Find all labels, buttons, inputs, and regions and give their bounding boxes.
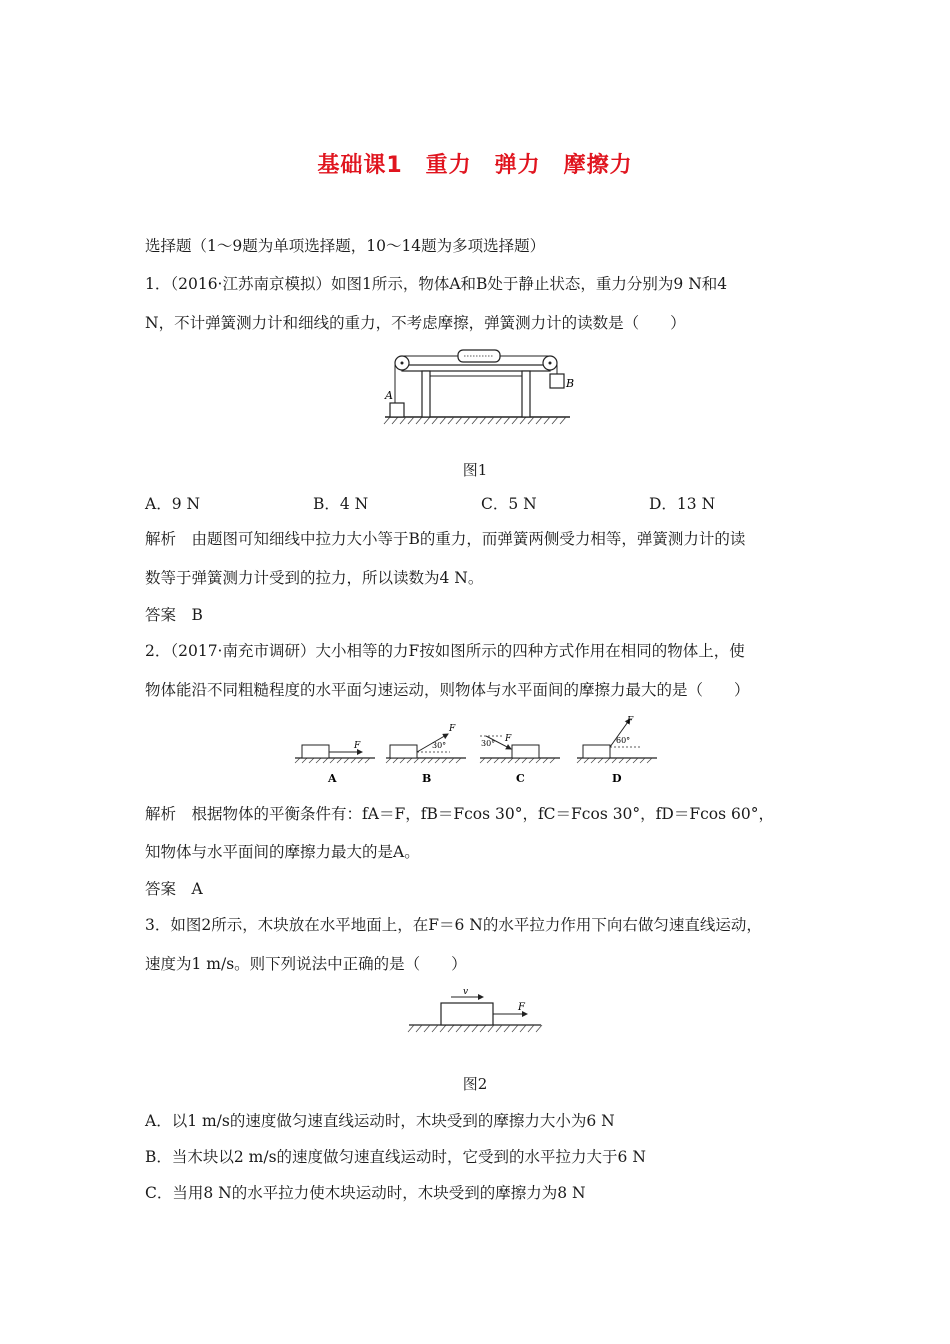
angle-label-c: 30°	[481, 739, 496, 748]
diagram-label-c: C	[516, 772, 525, 785]
figure-1-diagram	[380, 345, 580, 430]
q3-option-c: C．当用8 N的水平拉力使木块运动时，木块受到的摩擦力为8 N	[145, 1184, 586, 1202]
q2-analysis-formula: fA＝F，fB＝Fcos 30°，fC＝Fcos 30°，fD＝Fcos 60°，	[362, 805, 774, 823]
figure-1-caption: 图1	[462, 461, 488, 479]
force-label-b: F	[449, 724, 456, 734]
q3-stem-line2: 速度为1 m/s。则下列说法中正确的是（ ）	[145, 955, 467, 973]
q2-analysis-line1	[145, 804, 774, 824]
angle-label-d: 60°	[616, 736, 631, 745]
q1-analysis-line2: 数等于弹簧测力计受到的拉力，所以读数为4 N。	[145, 569, 484, 587]
q2-stem-line2: 物体能沿不同粗糙程度的水平面匀速运动，则物体与水平面间的摩擦力最大的是（ ）	[145, 681, 750, 699]
diagram-d	[577, 716, 657, 785]
velocity-label: v	[463, 987, 469, 997]
q1-stem-line2: N，不计弹簧测力计和细线的重力，不考虑摩擦，弹簧测力计的读数是（ ）	[145, 314, 686, 332]
diagram-label-b: B	[422, 772, 432, 785]
force-label-c: F	[505, 734, 512, 744]
q2-stem-line1: 2．（2017·南充市调研）大小相等的力F按如图所示的四种方式作用在相同的物体上，使	[145, 642, 745, 660]
q2-answer: 答案 A	[145, 880, 203, 898]
q1-stem-line1: 1．（2016·江苏南京模拟）如图1所示，物体A和B处于静止状态，重力分别为9 N和4	[145, 275, 728, 293]
q1-analysis-line1: 解析 由题图可知细线中拉力大小等于B的重力，而弹簧两侧受力相等，弹簧测力计的读	[145, 530, 746, 548]
q1-option-b: B．4 N	[313, 495, 369, 513]
q1-option-d: D．13 N	[649, 495, 716, 513]
diagram-a	[295, 741, 375, 785]
section-intro: 选择题（1～9题为单项选择题，10～14题为多项选择题）	[145, 237, 546, 255]
angle-label-b: 30°	[432, 741, 447, 750]
diagram-c	[480, 734, 560, 785]
q2-analysis-prefix: 解析 根据物体的平衡条件有：	[145, 805, 363, 823]
q1-option-c: C．5 N	[481, 495, 537, 513]
page-title: 基础课1 重力 弹力 摩擦力	[317, 153, 633, 178]
force-label-d: F	[627, 716, 634, 726]
label-b: B	[566, 377, 575, 390]
figure-q2-diagrams	[290, 712, 670, 790]
figure-2-diagram	[405, 985, 545, 1040]
diagram-label-d: D	[612, 772, 622, 785]
figure-2-caption: 图2	[462, 1075, 488, 1093]
q3-option-b: B．当木块以2 m/s的速度做匀速直线运动时，它受到的水平拉力大于6 N	[145, 1148, 646, 1166]
q3-option-a: A．以1 m/s的速度做匀速直线运动时，木块受到的摩擦力大小为6 N	[145, 1112, 615, 1130]
diagram-label-a: A	[328, 772, 337, 785]
q1-answer: 答案 B	[145, 606, 203, 624]
q1-option-a: A．9 N	[145, 495, 201, 513]
label-a: A	[385, 389, 393, 402]
diagram-b	[386, 724, 466, 785]
q3-stem-line1: 3．如图2所示，木块放在水平地面上，在F＝6 N的水平拉力作用下向右做匀速直线运动，	[145, 916, 762, 934]
force-label-a: F	[354, 741, 361, 751]
force-label-fig2: F	[518, 1002, 525, 1013]
q2-analysis-line2: 知物体与水平面间的摩擦力最大的是A。	[145, 843, 420, 861]
